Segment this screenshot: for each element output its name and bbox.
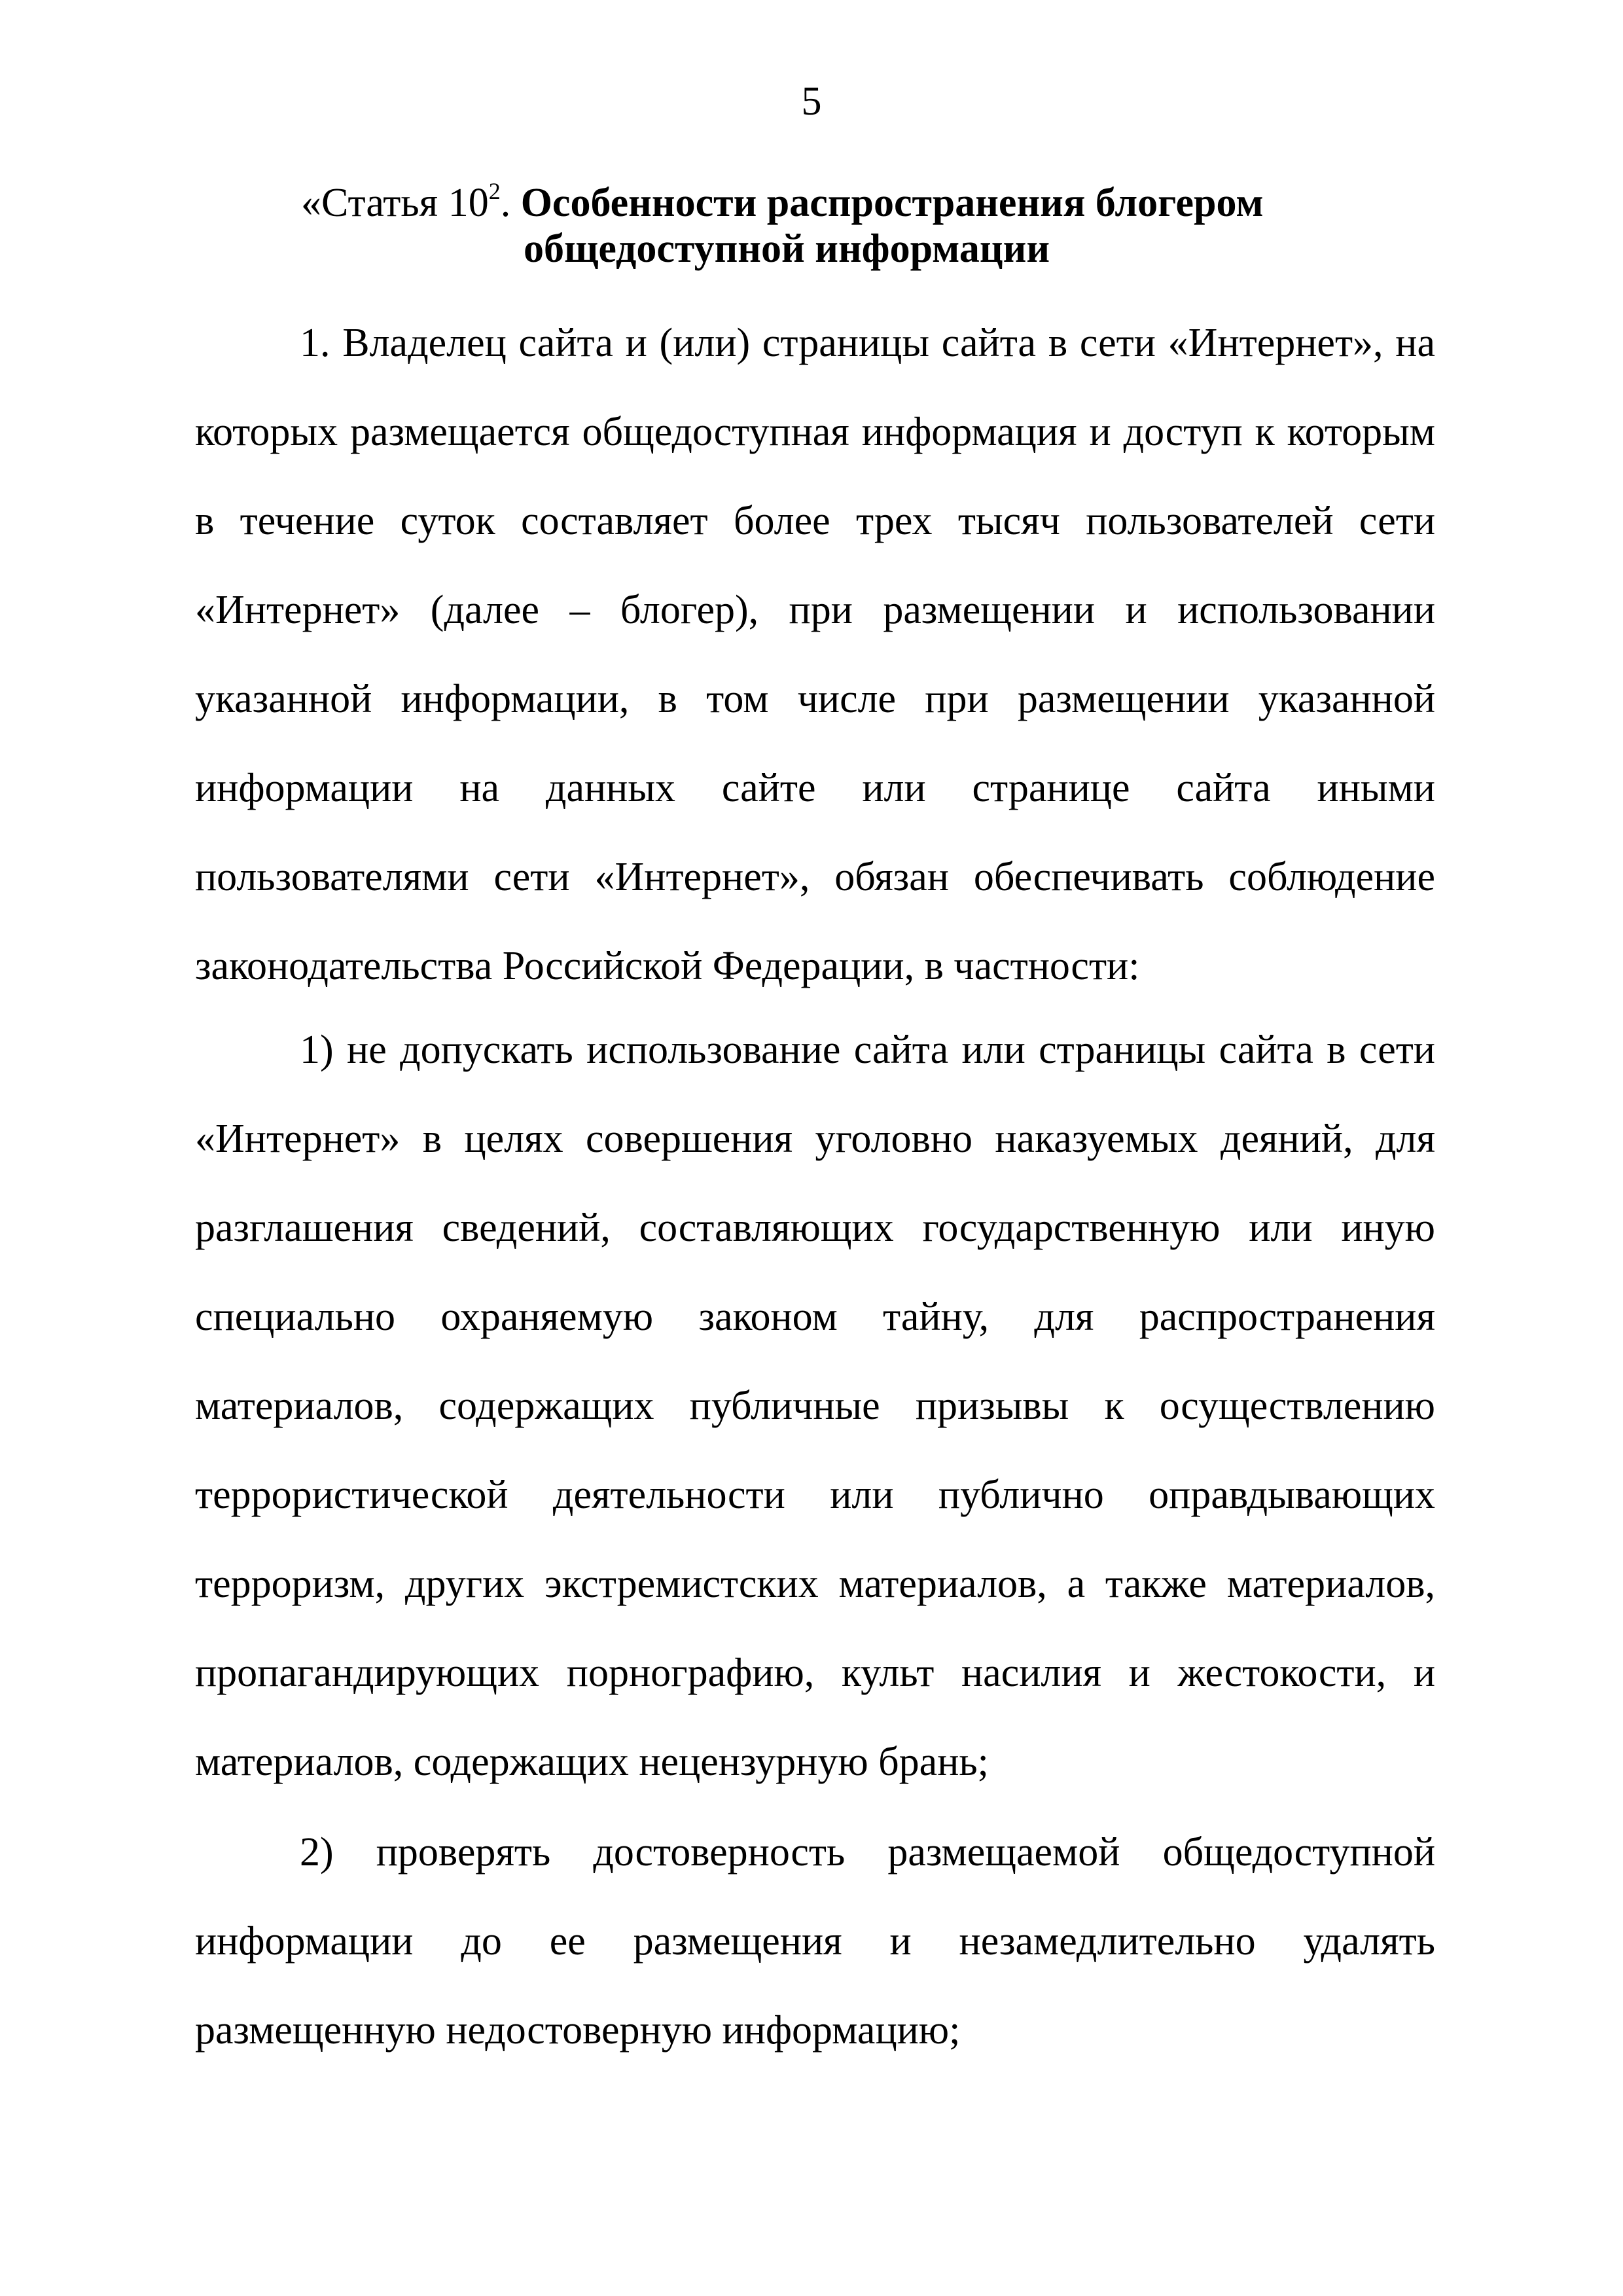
article-title-line-1: Особенности распространения блогером bbox=[520, 181, 1264, 225]
article-label bbox=[301, 178, 511, 225]
paragraph: 1) не допускать использование сайта или страницы сайта в сети «Интернет» в целях совершения уголовно наказуемых деяний, для разглашения сведений, составляющих государственную или иную специально охраняемую законом тайну, для распространения материалов, содержащих публичные призывы к осуществлению террористической деятельности или публично оправдывающих терроризм, других экстремистских материалов, а также материалов, пропагандирующих порнографию, культ насилия и жестокости, и материалов, содержащих нецензурную брань; bbox=[195, 1028, 1435, 1784]
article-heading-line-1 bbox=[301, 180, 1361, 226]
page-number: 5 bbox=[801, 79, 822, 124]
paragraph: 2) проверять достоверность размещаемой общедоступной информации до ее размещения и незамедлительно удалять размещенную недостоверную информацию; bbox=[195, 1830, 1435, 2053]
article-label-suffix: . bbox=[500, 181, 511, 225]
article-label-prefix: «Статья 10 bbox=[301, 181, 489, 225]
paragraph: 1. Владелец сайта и (или) страницы сайта в сети «Интернет», на которых размещается общедоступная информация и доступ к которым в течение суток составляет более трех тысяч пользователей сети «Интернет» (далее – блогер), при размещении и использовании указанной информации, в том числе при размещении указанной информации на данных сайте или странице сайта иными пользователями сети «Интернет», обязан обеспечивать соблюдение законодательства Российской Федерации, в частности: bbox=[195, 321, 1435, 988]
article-title-line-2: общедоступной информации bbox=[524, 226, 1050, 271]
article-heading bbox=[301, 180, 1361, 272]
article-number-superscript: 2 bbox=[488, 178, 501, 204]
